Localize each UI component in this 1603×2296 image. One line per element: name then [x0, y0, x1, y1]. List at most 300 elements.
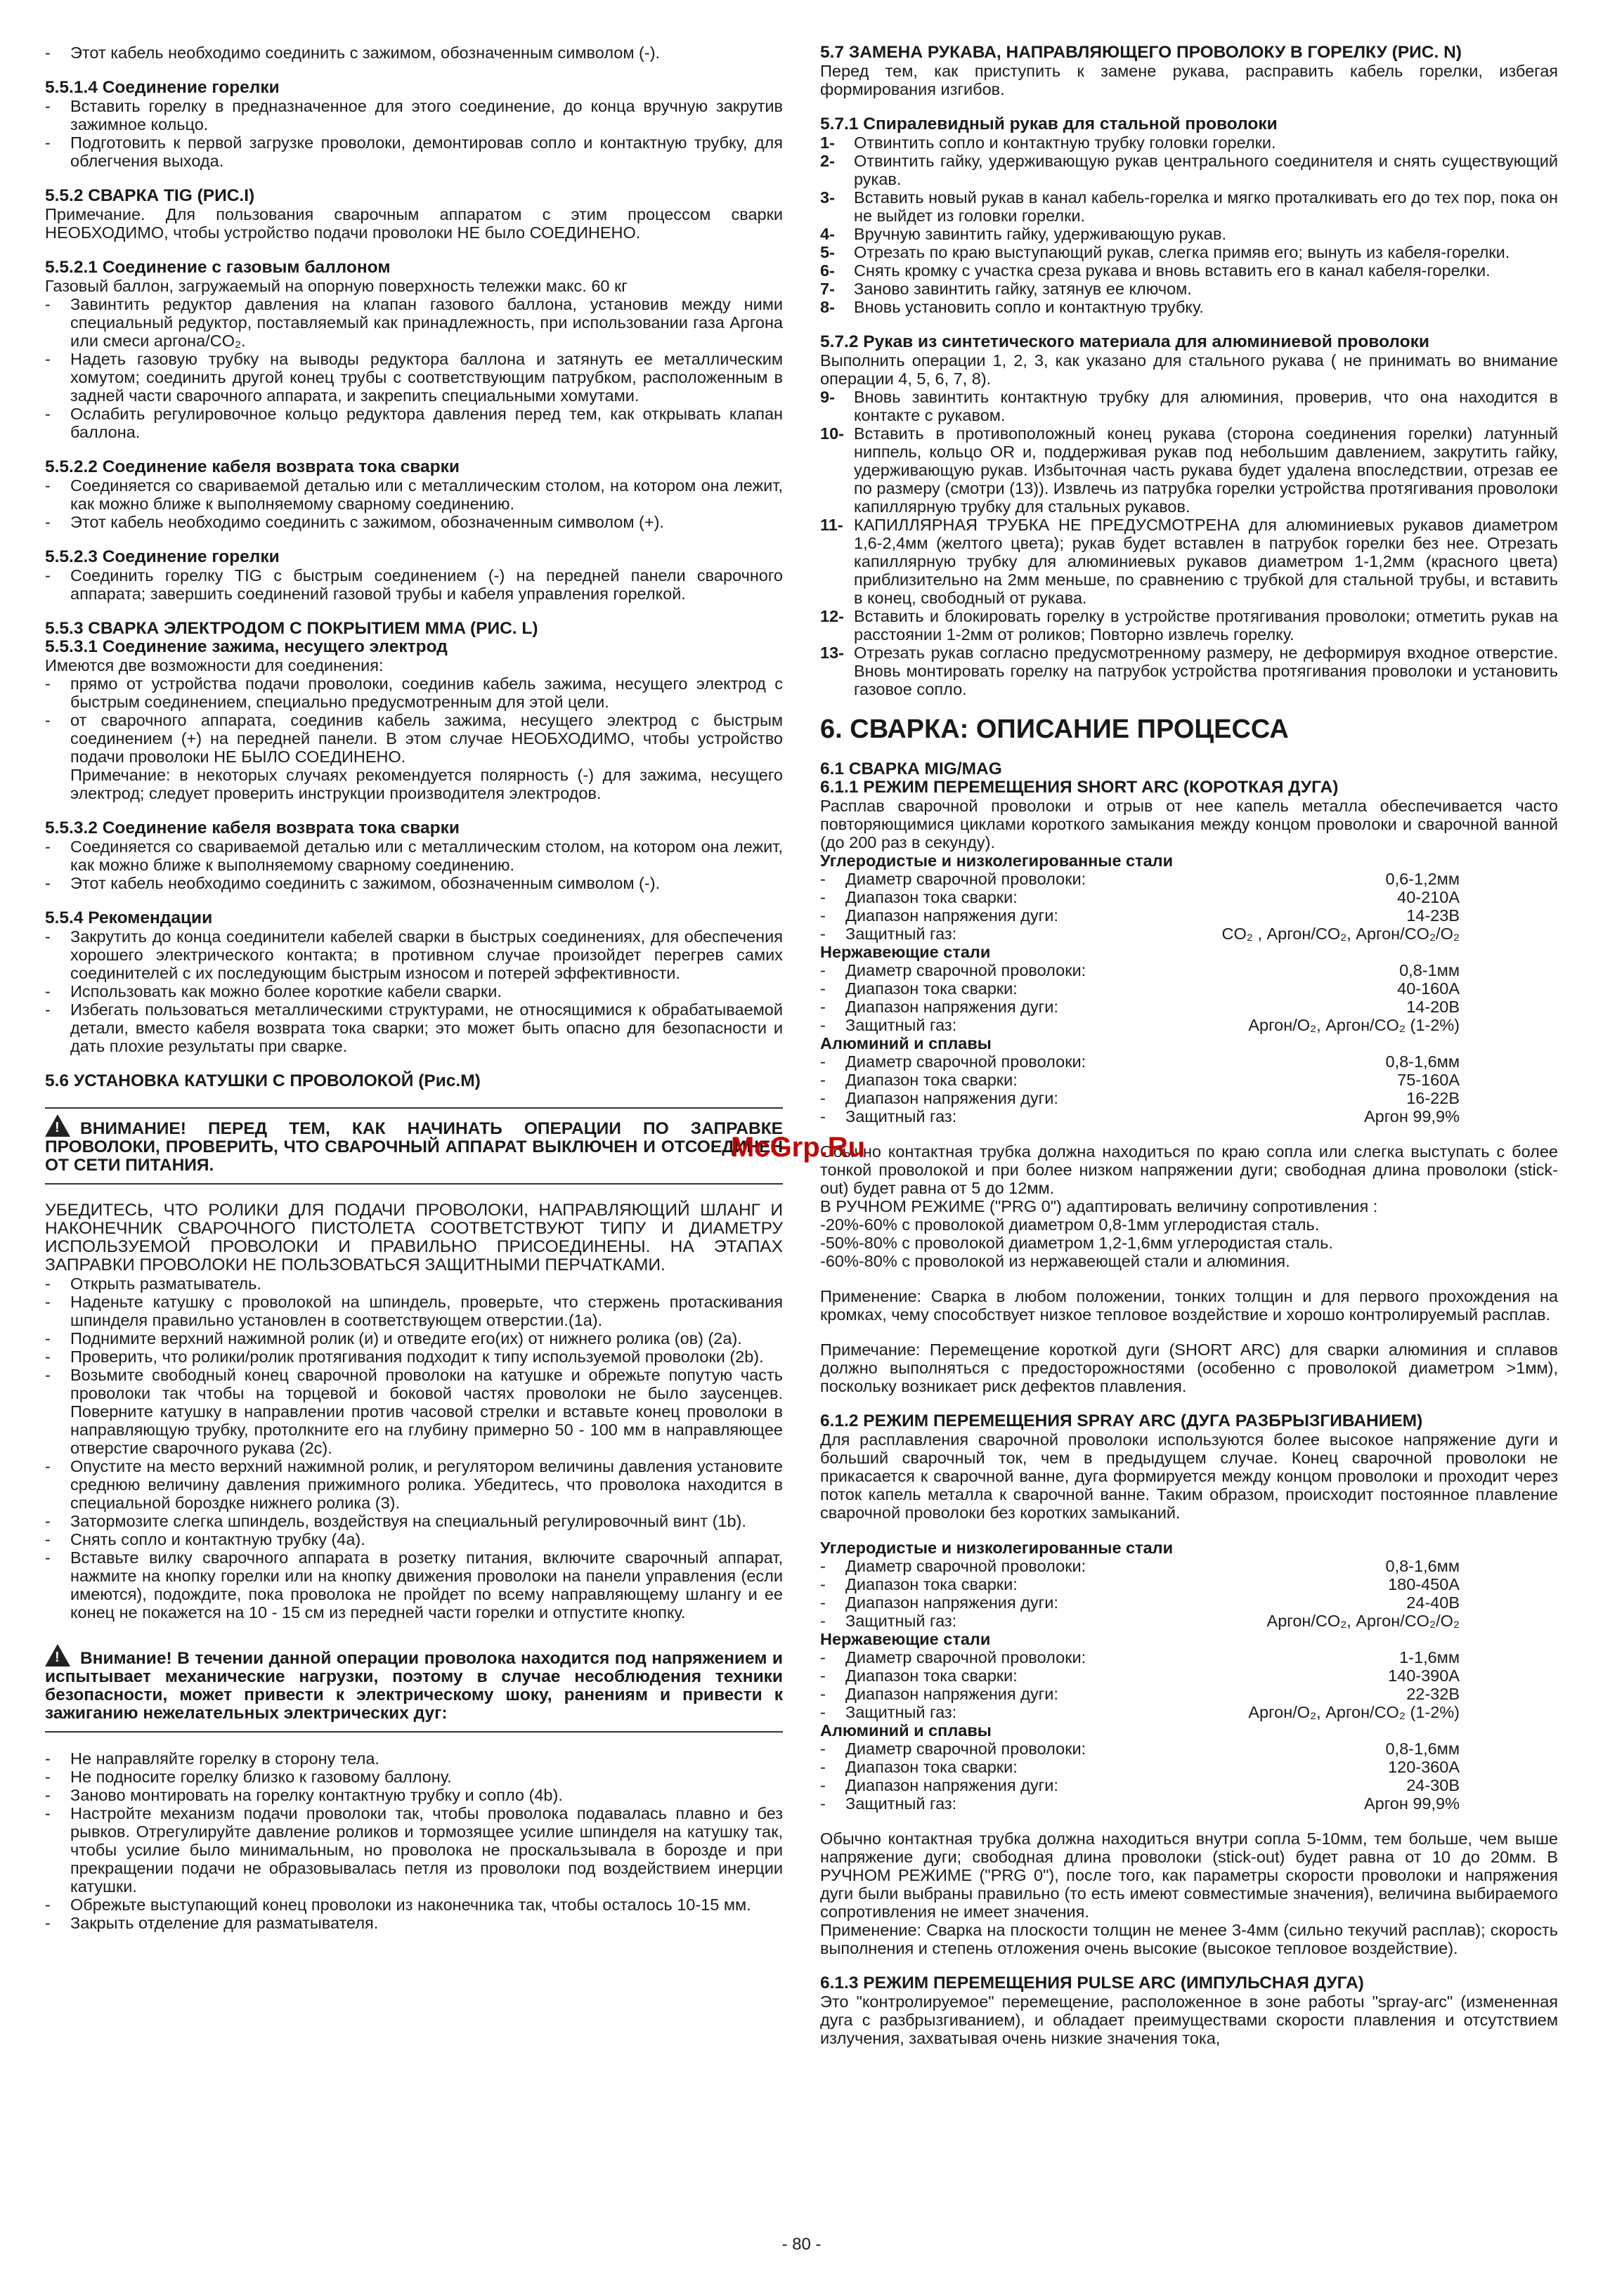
- spec-label: Защитный газ:: [845, 1107, 957, 1126]
- section-block: [45, 548, 783, 603]
- bullet-marker: -: [820, 888, 826, 906]
- bullet-marker: -: [45, 1512, 51, 1530]
- spec-value: 16-22B: [1406, 1089, 1460, 1107]
- step-text: Вставить новый рукав в канал кабель-горелка и мягко проталкивать его до тех пор, пока он не выйдет из головки горелки.: [854, 188, 1558, 225]
- bullet-marker: -: [820, 1776, 826, 1794]
- section-heading: 6.1.1 РЕЖИМ ПЕРЕМЕЩЕНИЯ SHORT ARC (КОРОТКАЯ ДУГА): [820, 778, 1339, 797]
- list-item-text: Соединить горелку TIG с быстрым соединением (-) на передней панели сварочного аппарата; завершить соединений газовой трубы и кабеля управления горелкой.: [70, 566, 783, 603]
- spec-row: [820, 1107, 1558, 1126]
- list-item: [45, 674, 783, 711]
- spec-value: 22-32B: [1406, 1685, 1460, 1703]
- section-block: [45, 187, 783, 242]
- list-item: [45, 1749, 783, 1768]
- material-subheading: Нержавеющие стали: [820, 1630, 991, 1648]
- spec-row: [820, 1666, 1558, 1685]
- section-block: [820, 333, 1558, 698]
- bullet-marker: -: [45, 513, 51, 531]
- bullet-marker: -: [820, 1648, 826, 1666]
- bullet-marker: -: [820, 1612, 826, 1630]
- spec-row: [820, 1593, 1558, 1612]
- paragraph: -50%-80% с проволокой диаметром 1,2-1,6мм углеродистая сталь.: [820, 1234, 1333, 1252]
- watermark-text: McGrp.Ru: [731, 1132, 866, 1163]
- step-text: Отвинтить гайку, удерживающую рукав центрального соединителя и снять существующий рукав.: [854, 152, 1558, 188]
- spec-value: Аргон 99,9%: [1363, 1794, 1460, 1813]
- bullet-marker: -: [45, 1293, 51, 1311]
- bullet-marker: -: [45, 1274, 51, 1293]
- spec-value: 24-40B: [1406, 1593, 1460, 1612]
- list-item-text: Возьмите свободный конец сварочной проволоки на катушке и обрежьте попутую часть проволоки так чтобы на торцевой и боковой частях проволоки не было заусенцев. Поверните катушку в направлении против часовой стрелки и вставьте конец проволоки в направляющую трубку, протолкните его на глубину примерно 50 - 100 мм в направляющее отверстие сварочного рукава (2c).: [70, 1366, 783, 1457]
- list-item: [45, 1366, 783, 1457]
- numbered-step: [820, 261, 1558, 280]
- list-item: [45, 1348, 783, 1366]
- spec-label: Диапазон напряжения дуги:: [845, 1089, 1058, 1107]
- list-item-text: Проверить, что ролики/ролик протягивания подходит к типу используемой проволоки (2b).: [70, 1348, 764, 1366]
- step-text: Отрезать рукав согласно предусмотренному размеру, не деформируя входное отверстие. Вновь монтировать горелку на патрубок устройства протягивания проволоки и установить газовое сопло.: [854, 644, 1558, 698]
- bullet-marker: -: [820, 1089, 826, 1107]
- step-number: 6-: [820, 261, 835, 280]
- step-text: Вручную завинтить гайку, удерживающую рукав.: [854, 225, 1226, 243]
- spec-value: 180-450A: [1388, 1575, 1460, 1593]
- list-item: [45, 1804, 783, 1896]
- spec-label: Защитный газ:: [845, 925, 957, 943]
- list-item: [45, 405, 783, 441]
- spec-label: Диапазон тока сварки:: [845, 1575, 1018, 1593]
- spec-row: [820, 1740, 1558, 1758]
- section-block: [820, 1142, 1558, 1270]
- left-column: [45, 44, 783, 1949]
- page-number: - 80 -: [781, 2235, 822, 2254]
- spec-value: 0,8-1,6мм: [1385, 1557, 1460, 1575]
- step-text: Заново завинтить гайку, затянув ее ключом.: [854, 280, 1192, 298]
- list-item: [45, 1274, 783, 1293]
- bullet-marker: -: [45, 133, 51, 152]
- spec-label: Диапазон напряжения дуги:: [845, 906, 1058, 925]
- list-item: [45, 1530, 783, 1548]
- step-text: Вновь завинтить контактную трубку для алюминия, проверив, что она находится в контакте с рукавом.: [854, 388, 1558, 424]
- list-item: [45, 874, 783, 892]
- list-item-text: Завинтить редуктор давления на клапан газового баллона, установив между ними специальный редуктор, поставляемый как принадлежность, при использовании газа Аргона или смеси аргона/CO₂.: [70, 295, 783, 350]
- bullet-marker: -: [820, 1666, 826, 1685]
- spec-row: [820, 998, 1558, 1016]
- section-block: [820, 1974, 1558, 2047]
- spec-value: Аргон 99,9%: [1363, 1107, 1460, 1126]
- spec-value: 40-210A: [1397, 888, 1460, 906]
- bullet-marker: -: [45, 837, 51, 856]
- list-item: [45, 1548, 783, 1622]
- spec-value: 1-1,6мм: [1399, 1648, 1460, 1666]
- spec-label: Диапазон тока сварки:: [845, 1071, 1018, 1089]
- list-item: [45, 1914, 783, 1932]
- section-heading: 5.5.3 СВАРКА ЭЛЕКТРОДОМ С ПОКРЫТИЕМ MMA (РИС. L): [45, 619, 538, 638]
- spec-row: [820, 1557, 1558, 1575]
- bullet-marker: -: [45, 711, 51, 729]
- spec-label: Диапазон напряжения дуги:: [845, 998, 1058, 1016]
- step-number: 4-: [820, 225, 835, 243]
- section-heading: 5.5.2 СВАРКА TIG (РИС.I): [45, 186, 255, 205]
- spec-label: Диапазон тока сварки:: [845, 888, 1018, 906]
- bullet-marker: -: [45, 566, 51, 585]
- list-item: [45, 44, 783, 62]
- paragraph: В РУЧНОМ РЕЖИМЕ ("PRG 0") адаптировать величину сопротивления :: [820, 1197, 1378, 1215]
- list-item-text: Закрутить до конца соединители кабелей сварки в быстрых соединениях, для обеспечения хорошего электрического контакта; в противном случае произойдет перегрев самих соединителей с их последующим быстрым износом и потерей эффективности.: [70, 927, 783, 982]
- step-number: 8-: [820, 298, 835, 316]
- bullet-marker: -: [45, 1348, 51, 1366]
- step-text: Вставить в противоположный конец рукава (сторона соединения горелки) латунный ниппель, кольцо OR и, поддерживая рукав под небольшим давлением, закрутить гайку, удерживающую рукав. Избыточная часть рукава будет удалена впоследствии, отрезав ее по размеру (смотри (13)). Извлечь из патрубка горелки устройства протягивания проволоки капиллярную трубку для стальных рукавов.: [854, 424, 1558, 516]
- spec-label: Диаметр сварочной проволоки:: [845, 870, 1086, 888]
- bullet-marker: -: [820, 1071, 826, 1089]
- bullet-marker: -: [45, 1329, 51, 1348]
- bullet-marker: -: [45, 874, 51, 892]
- spec-value: 0,8-1,6мм: [1385, 1740, 1460, 1758]
- paragraph: Имеются две возможности для соединения:: [45, 656, 384, 674]
- step-text: Вставить и блокировать горелку в устройстве протягивания проволоки; отметить рукав на расстоянии 1-2мм от роликов; Повторно извлечь горелку.: [854, 607, 1558, 644]
- list-item-text: Наденьте катушку с проволокой на шпиндель, проверьте, что стержень протаскивания шпинделя правильно установлен в соответствующем отверстии.(1a).: [70, 1293, 783, 1329]
- spec-row: [820, 1776, 1558, 1794]
- spec-value: Аргон/O₂, Аргон/CO₂ (1-2%): [1248, 1703, 1460, 1721]
- numbered-step: [820, 516, 1558, 607]
- spec-row: [820, 925, 1558, 943]
- spec-value: Аргон/CO₂, Аргон/CO₂/O₂: [1266, 1612, 1460, 1630]
- list-item-text: Избегать пользоваться металлическими структурами, не относящимися к обрабатываемой детали, вместо кабеля возврата тока сварки; это может быть опасно для безопасности и дать плохие результаты при сварке.: [70, 1000, 783, 1055]
- list-item-text: Затормозите слегка шпиндель, воздействуя на специальный регулировочный винт (1b).: [70, 1512, 746, 1530]
- section-block: [45, 819, 783, 892]
- numbered-step: [820, 243, 1558, 261]
- step-text: Отрезать по краю выступающий рукав, слегка примяв его; вынуть из кабеля-горелки.: [854, 243, 1510, 261]
- bullet-marker: -: [820, 1685, 826, 1703]
- indented-note: Примечание: в некоторых случаях рекомендуется полярность (-) для зажима, несущего электрод; следует проверить инструкции производителя электродов.: [70, 766, 783, 802]
- material-subheading: Нержавеющие стали: [820, 943, 991, 961]
- bullet-marker: -: [820, 1703, 826, 1721]
- spec-row: [820, 1612, 1558, 1630]
- step-text: Снять кромку с участка среза рукава и вновь вставить его в канал кабеля-горелки.: [854, 261, 1491, 280]
- paragraph: Расплав сварочной проволоки и отрыв от нее капель металла обеспечивается часто повторяющимися циклами короткого замыкания между концом проволоки и сварочной ванной (до 200 раз в секунду).: [820, 797, 1558, 852]
- spec-value: 140-390A: [1388, 1666, 1460, 1685]
- section-block: [45, 259, 783, 441]
- paragraph: Для расплавления сварочной проволоки используются более высокое напряжение дуги и больший сварочный ток, чем в предыдущем случае. Конец сварочной проволоки не прикасается к сварочной ванне, дуга формируется между концом проволоки и проходит через поток капель металла к сварочной ванне. Таким образом, происходит постоянное плавление сварочной проволоки без коротких замыканий.: [820, 1430, 1558, 1522]
- section-block: [45, 1201, 783, 1622]
- spec-label: Диаметр сварочной проволоки:: [845, 961, 1086, 979]
- spec-value: CO₂ , Аргон/CO₂, Аргон/CO₂/O₂: [1221, 925, 1460, 943]
- bullet-marker: -: [45, 1786, 51, 1804]
- list-item-text: Подготовить к первой загрузке проволоки, демонтировав сопло и контактную трубку, для облегчения выхода.: [70, 133, 783, 170]
- bullet-marker: -: [45, 97, 51, 115]
- paragraph: Выполнить операции 1, 2, 3, как указано для стального рукава ( не принимать во внимание операции 4, 5, 6, 7, 8).: [820, 351, 1558, 388]
- bullet-marker: -: [45, 1896, 51, 1914]
- material-subheading: Углеродистые и низколегированные стали: [820, 852, 1174, 870]
- section-block: [820, 715, 1558, 743]
- paragraph: Обычно контактная трубка должна находиться по краю сопла или слегка выступать с более тонкой проволокой и при более низком напряжении дуги; свободная длина проволоки (stick-out) будет равна от 5 до 12мм.: [820, 1142, 1558, 1197]
- spec-row: [820, 1016, 1558, 1034]
- numbered-step: [820, 298, 1558, 316]
- section-block: [45, 458, 783, 531]
- list-item-text: Открыть разматыватель.: [70, 1274, 261, 1293]
- step-text: КАПИЛЛЯРНАЯ ТРУБКА НЕ ПРЕДУСМОТРЕНА для алюминиевых рукавов диаметром 1,6-2,4мм (желтого цвета); рукав будет вставлен в патрубок горелки без нее. Отрезать капиллярную трубку для алюминиевых рукавов диаметром 1-1,2мм (красного цвета) приблизительно на 2мм меньше, по сравнению с трубкой для стальной трубы, и вставить в конец, свободный от рукава.: [854, 516, 1558, 607]
- list-item-text: Этот кабель необходимо соединить с зажимом, обозначенным символом (+).: [70, 513, 664, 531]
- section-heading: 5.5.3.2 Соединение кабеля возврата тока сварки: [45, 818, 460, 837]
- bullet-marker: -: [45, 1548, 51, 1567]
- material-subheading: Алюминий и сплавы: [820, 1721, 992, 1740]
- bullet-marker: -: [45, 927, 51, 946]
- step-number: 1-: [820, 133, 835, 152]
- spec-label: Диаметр сварочной проволоки:: [845, 1648, 1086, 1666]
- spec-row: [820, 888, 1558, 906]
- bullet-marker: -: [45, 674, 51, 693]
- bullet-marker: -: [820, 979, 826, 998]
- list-item: [45, 1329, 783, 1348]
- section-heading: 5.7.2 Рукав из синтетического материала для алюминиевой проволоки: [820, 332, 1429, 351]
- list-item-text: Этот кабель необходимо соединить с зажимом, обозначенным символом (-).: [70, 874, 661, 892]
- numbered-step: [820, 280, 1558, 298]
- bullet-marker: -: [820, 1107, 826, 1126]
- bullet-marker: -: [45, 476, 51, 495]
- bullet-marker: -: [45, 44, 51, 62]
- paragraph: Газовый баллон, загружаемый на опорную поверхность тележки макс. 60 кг: [45, 277, 628, 295]
- spec-row: [820, 1758, 1558, 1776]
- list-item-text: Соединяется со свариваемой деталью или с металлическим столом, на котором она лежит, как можно ближе к выполняемому сварному соединению.: [70, 476, 783, 513]
- spec-label: Диапазон напряжения дуги:: [845, 1685, 1058, 1703]
- list-item: [45, 1896, 783, 1914]
- warning-text: ВНИМАНИЕ! ПЕРЕД ТЕМ, КАК НАЧИНАТЬ ОПЕРАЦИИ ПО ЗАПРАВКЕ ПРОВОЛОКИ, ПРОВЕРИТЬ, ЧТО СВАРОЧНЫЙ АППАРАТ ВЫКЛЮЧЕН И ОТСОЕДИНЕН ОТ СЕТИ ПИТАНИЯ.: [45, 1119, 783, 1175]
- section-block: [820, 760, 1558, 1126]
- section-block: [45, 1072, 783, 1090]
- bullet-marker: -: [45, 350, 51, 368]
- chapter-heading: 6. СВАРКА: ОПИСАНИЕ ПРОЦЕССА: [820, 715, 1289, 744]
- numbered-step: [820, 607, 1558, 644]
- spec-row: [820, 961, 1558, 979]
- list-item-text: Использовать как можно более короткие кабели сварки.: [70, 982, 502, 1000]
- bullet-marker: -: [820, 1557, 826, 1575]
- section-block: [45, 44, 783, 62]
- section-heading: 5.5.2.3 Соединение горелки: [45, 547, 280, 566]
- spec-value: 24-30B: [1406, 1776, 1460, 1794]
- section-block: [45, 1749, 783, 1932]
- section-block: [820, 115, 1558, 316]
- section-block: [820, 1539, 1558, 1813]
- paragraph: -20%-60% с проволокой диаметром 0,8-1мм углеродистая сталь.: [820, 1215, 1320, 1234]
- spec-value: Аргон/O₂, Аргон/CO₂ (1-2%): [1248, 1016, 1460, 1034]
- list-item: [45, 711, 783, 766]
- list-item-text: Вставить горелку в предназначенное для этого соединение, до конца вручную закрутив зажимное кольцо.: [70, 97, 783, 133]
- section-heading: 5.5.4 Рекомендации: [45, 908, 213, 927]
- numbered-step: [820, 188, 1558, 225]
- bullet-marker: -: [45, 1749, 51, 1768]
- list-item: [45, 476, 783, 513]
- section-heading: 5.5.2.2 Соединение кабеля возврата тока сварки: [45, 457, 460, 476]
- spec-value: 0,8-1,6мм: [1385, 1052, 1460, 1071]
- numbered-step: [820, 133, 1558, 152]
- paragraph: Применение: Сварка на плоскости толщин не менее 3-4мм (сильно текучий расплав); скорость выполнения и степень отложения очень высокие (высокое тепловое воздействие).: [820, 1921, 1558, 1957]
- section-heading: 5.7 ЗАМЕНА РУКАВА, НАПРАВЛЯЮЩЕГО ПРОВОЛОКУ В ГОРЕЛКУ (РИС. N): [820, 43, 1462, 62]
- bullet-marker: -: [45, 295, 51, 313]
- bullet-marker: -: [45, 1914, 51, 1932]
- list-item-text: Соединяется со свариваемой деталью или с металлическим столом, на котором она лежит, как можно ближе к выполняемому сварному соединению.: [70, 837, 783, 874]
- list-item-text: Настройте механизм подачи проволоки так, чтобы проволока подавалась плавно и без рывков. Отрегулируйте давление роликов и тормозящее усилие шпинделя на катушку так, чтобы усилие было минимальным, но проволока не проскальзывала в бороздe и при прекращении подачи не образовывалась петля из проволоки под воздействием инерции катушки.: [70, 1804, 783, 1896]
- step-number: 3-: [820, 188, 835, 207]
- material-subheading: Углеродистые и низколегированные стали: [820, 1539, 1174, 1557]
- list-item: [45, 1293, 783, 1329]
- paragraph: Примечание. Для пользования сварочным аппаратом с этим процессом сварки НЕОБХОДИМО, чтобы устройство подачи проволоки НЕ было СОЕДИНЕНО.: [45, 205, 783, 242]
- section-heading: 5.5.2.1 Соединение с газовым баллоном: [45, 258, 391, 277]
- spec-label: Диапазон напряжения дуги:: [845, 1593, 1058, 1612]
- list-item-text: Опустите на место верхний нажимной ролик, и регулятором величины давления установите среднюю величину давления прижимного ролика. Убедитесь, что проволока находится в специальной бороздке нижнего ролика (3).: [70, 1457, 783, 1512]
- spec-label: Диаметр сварочной проволоки:: [845, 1740, 1086, 1758]
- list-item: [45, 1786, 783, 1804]
- spec-row: [820, 1089, 1558, 1107]
- numbered-step: [820, 424, 1558, 516]
- warning-icon: [45, 1114, 70, 1137]
- bullet-marker: -: [820, 906, 826, 925]
- spec-row: [820, 1575, 1558, 1593]
- section-heading: 5.7.1 Спиралевидный рукав для стальной проволоки: [820, 115, 1278, 133]
- spec-label: Диапазон напряжения дуги:: [845, 1776, 1058, 1794]
- spec-row: [820, 1685, 1558, 1703]
- numbered-step: [820, 644, 1558, 698]
- warning-box: [45, 1638, 783, 1733]
- list-item-text: Вставьте вилку сварочного аппарата в розетку питания, включите сварочный аппарат, нажмите на кнопку горелки или на кнопку движения проволоки на панели управления (если имеются), подождите, пока проволока не пройдет по всему направляющему шлангу и ее конец не покажется на 10 - 15 см из передней части горелки и отпустите кнопку.: [70, 1548, 783, 1622]
- step-number: 7-: [820, 280, 835, 298]
- spec-label: Диапазон тока сварки:: [845, 1666, 1018, 1685]
- section-block: [820, 1412, 1558, 1522]
- list-item-text: Заново монтировать на горелку контактную трубку и сопло (4b).: [70, 1786, 563, 1804]
- spec-value: 40-160A: [1397, 979, 1460, 998]
- section-heading: 5.5.3.1 Соединение зажима, несущего электрод: [45, 637, 448, 656]
- caps-notice: УБЕДИТЕСЬ, ЧТО РОЛИКИ ДЛЯ ПОДАЧИ ПРОВОЛОКИ, НАПРАВЛЯЮЩИЙ ШЛАНГ И НАКОНЕЧНИК СВАРОЧНОГО ПИСТОЛЕТА СООТВЕТСТВУЮТ ТИПУ И ДИАМЕТРУ ИСПОЛЬЗУЕМОЙ ПРОВОЛОКИ И ПРАВИЛЬНО ПРИСОЕДИНЕНЫ. НА ЭТАПАХ ЗАПРАВКИ ПРОВОЛОКИ НЕ ПОЛЬЗОВАТЬСЯ ЗАЩИТНЫМИ ПЕРЧАТКАМИ.: [45, 1201, 783, 1274]
- spec-value: 14-20B: [1406, 998, 1460, 1016]
- step-number: 5-: [820, 243, 835, 261]
- bullet-marker: -: [45, 405, 51, 423]
- spec-label: Защитный газ:: [845, 1794, 957, 1813]
- list-item-text: от сварочного аппарата, соединив кабель зажима, несущего электрод с быстрым соединением (+) на передней панели. В этом случае НЕОБХОДИМО, чтобы устройство подачи проволоки НЕ БЫЛО СОЕДИНЕНО.: [70, 711, 783, 766]
- material-subheading: Алюминий и сплавы: [820, 1034, 992, 1052]
- section-block: [45, 620, 783, 802]
- list-item-text: Этот кабель необходимо соединить с зажимом, обозначенным символом (-).: [70, 44, 661, 62]
- spec-value: 14-23B: [1406, 906, 1460, 925]
- spec-row: [820, 1052, 1558, 1071]
- spec-label: Диаметр сварочной проволоки:: [845, 1052, 1086, 1071]
- list-item-text: Надеть газовую трубку на выводы редуктора баллона и затянуть ее металлическим хомутом; соединить другой конец трубы с соответствующим патрубком, расположенным в задней части сварочного аппарата, и закрепить специальными хомутами.: [70, 350, 783, 405]
- bullet-marker: -: [45, 1804, 51, 1822]
- list-item-text: Закрыть отделение для разматывателя.: [70, 1914, 379, 1932]
- bullet-marker: -: [820, 1740, 826, 1758]
- numbered-step: [820, 152, 1558, 188]
- paragraph: Перед тем, как приступить к замене рукава, расправить кабель горелки, избегая формирования изгибов.: [820, 62, 1558, 98]
- list-item: [45, 513, 783, 531]
- spec-value: 75-160A: [1397, 1071, 1460, 1089]
- bullet-marker: -: [820, 1794, 826, 1813]
- list-item-text: Не направляйте горелку в сторону тела.: [70, 1749, 379, 1768]
- paragraph: Обычно контактная трубка должна находиться внутри сопла 5-10мм, тем больше, чем выше напряжение дуги; свободная длина проволоки (stick-out) будет равна от 10 до 20мм. В РУЧНОМ РЕЖИМЕ ("PRG 0"), после того, как параметры скорости проволоки и напряжения дуги были выбраны правильно (то есть имеют совместимые значения), величина выбираемого сопротивления не имеет значения.: [820, 1829, 1558, 1921]
- section-heading: 6.1.3 РЕЖИМ ПЕРЕМЕЩЕНИЯ PULSE ARC (ИМПУЛЬСНАЯ ДУГА): [820, 1974, 1364, 1992]
- spec-label: Защитный газ:: [845, 1016, 957, 1034]
- step-number: 2-: [820, 152, 835, 170]
- bullet-marker: -: [45, 1530, 51, 1548]
- list-item: [45, 97, 783, 133]
- list-item: [45, 837, 783, 874]
- list-item: [45, 566, 783, 603]
- bullet-marker: -: [45, 1366, 51, 1384]
- list-item: [45, 1457, 783, 1512]
- bullet-marker: -: [820, 1016, 826, 1034]
- warning-icon: [45, 1644, 70, 1666]
- list-item: [45, 982, 783, 1000]
- spec-label: Защитный газ:: [845, 1703, 957, 1721]
- section-block: [45, 79, 783, 170]
- spec-row: [820, 870, 1558, 888]
- list-item-text: Обрежьте выступающий конец проволоки из наконечника так, чтобы осталось 10-15 мм.: [70, 1896, 751, 1914]
- list-item: [45, 350, 783, 405]
- section-heading: 6.1.2 РЕЖИМ ПЕРЕМЕЩЕНИЯ SPRAY ARC (ДУГА РАЗБРЫЗГИВАНИЕМ): [820, 1411, 1423, 1430]
- step-number: 10-: [820, 424, 844, 443]
- list-item-text: Поднимите верхний нажимной ролик (и) и отведите его(их) от нижнего ролика (ов) (2a).: [70, 1329, 742, 1348]
- right-column: [820, 44, 1558, 2064]
- bullet-marker: -: [820, 961, 826, 979]
- section-heading: 5.5.1.4 Соединение горелки: [45, 78, 280, 97]
- list-item-text: Ослабить регулировочное кольцо редуктора давления перед тем, как открывать клапан баллона.: [70, 405, 783, 441]
- bullet-marker: -: [820, 1593, 826, 1612]
- paragraph: Это "контролируемое" перемещение, расположенное в зоне работы "spray-arc" (измененная дуга с разбрызгиванием), и обладает преимуществами скорости плавления и отсутствием излучения, захватывая очень низкие значения тока,: [820, 1992, 1558, 2047]
- spec-row: [820, 1794, 1558, 1813]
- numbered-step: [820, 388, 1558, 424]
- bullet-marker: -: [820, 1052, 826, 1071]
- bullet-marker: -: [45, 1000, 51, 1019]
- spec-label: Диапазон тока сварки:: [845, 979, 1018, 998]
- section-block: [45, 909, 783, 1055]
- warning-text: Внимание! В течении данной операции проволока находится под напряжением и испытывает механические нагрузки, поэтому в случае несоблюдения техники безопасности, может привести к электрическому шоку, ранениям и привести к зажиганию нежелательных электрических дуг:: [45, 1649, 783, 1723]
- step-number: 13-: [820, 644, 844, 662]
- warning-box: [45, 1107, 783, 1185]
- step-number: 9-: [820, 388, 835, 406]
- bullet-marker: -: [820, 870, 826, 888]
- spec-value: 0,6-1,2мм: [1385, 870, 1460, 888]
- list-item: [45, 1768, 783, 1786]
- spec-row: [820, 1703, 1558, 1721]
- section-block: [820, 1341, 1558, 1395]
- step-text: Вновь установить сопло и контактную трубку.: [854, 298, 1204, 316]
- list-item: [45, 1512, 783, 1530]
- paragraph: Применение: Сварка в любом положении, тонких толщин и для первого прохождения на кромках, чему способствует низкое тепловое воздействие и хорошо контролируемый расплав.: [820, 1287, 1558, 1324]
- numbered-step: [820, 225, 1558, 243]
- list-item-text: Не подносите горелку близко к газовому баллону.: [70, 1768, 452, 1786]
- step-text: Отвинтить сопло и контактную трубку головки горелки.: [854, 133, 1276, 152]
- spec-value: 120-360A: [1388, 1758, 1460, 1776]
- list-item-text: Снять сопло и контактную трубку (4a).: [70, 1530, 365, 1548]
- spec-row: [820, 979, 1558, 998]
- section-block: [820, 1287, 1558, 1324]
- section-heading: 6.1 СВАРКА MIG/MAG: [820, 759, 1002, 778]
- section-block: [820, 1829, 1558, 1957]
- bullet-marker: -: [820, 1758, 826, 1776]
- section-block: [820, 44, 1558, 98]
- bullet-marker: -: [45, 1457, 51, 1475]
- list-item: [45, 295, 783, 350]
- spec-row: [820, 1648, 1558, 1666]
- list-item: [45, 927, 783, 982]
- list-item: [45, 133, 783, 170]
- spec-label: Диаметр сварочной проволоки:: [845, 1557, 1086, 1575]
- bullet-marker: -: [820, 1575, 826, 1593]
- spec-label: Защитный газ:: [845, 1612, 957, 1630]
- paragraph: Примечание: Перемещение короткой дуги (SHORT ARC) для сварки алюминия и сплавов должно выполняться с предосторожностями (особенно с проволокой диаметром >1мм), поскольку возникает риск дефектов плавления.: [820, 1341, 1558, 1395]
- bullet-marker: -: [45, 982, 51, 1000]
- spec-value: 0,8-1мм: [1399, 961, 1460, 979]
- list-item-text: прямо от устройства подачи проволоки, соединив кабель зажима, несущего электрод с быстрым соединением, специально предусмотренным для этой цели.: [70, 674, 783, 711]
- step-number: 11-: [820, 516, 843, 534]
- bullet-marker: -: [45, 1768, 51, 1786]
- list-item: [45, 1000, 783, 1055]
- step-number: 12-: [820, 607, 844, 625]
- paragraph: -60%-80% с проволокой из нержавеющей стали и алюминия.: [820, 1252, 1290, 1270]
- spec-label: Диапазон тока сварки:: [845, 1758, 1018, 1776]
